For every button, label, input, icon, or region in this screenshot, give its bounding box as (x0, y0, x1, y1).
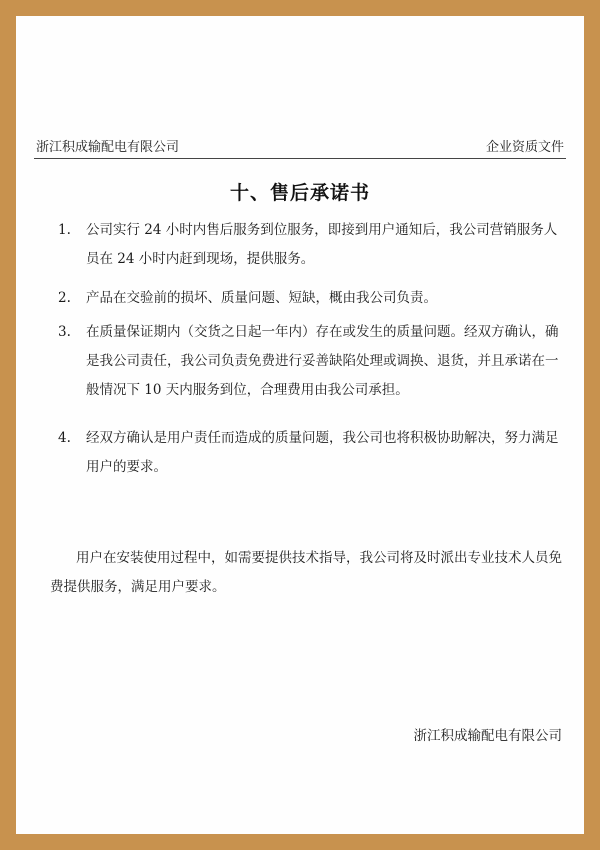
signature-company: 浙江积成输配电有限公司 (413, 728, 562, 744)
list-item-text: 公司实行 24 小时内售后服务到位服务，即接到用户通知后，我公司营销服务人员在 24 小时内赶到现场，提供服务。 (86, 222, 558, 267)
list-item (50, 424, 570, 482)
list-item-number: 4. (58, 430, 71, 446)
list-item-text: 在质量保证期内（交货之日起一年内）存在或发生的质量问题。经双方确认，确是我公司责任，我公司负责免费进行妥善缺陷处理或调换、退货，并且承诺在一般情况下 10 天内服务到位，合理费用由我公司承担。 (86, 324, 559, 398)
list-item-number: 2. (58, 290, 71, 306)
list-item (50, 284, 570, 313)
closing-paragraph: 用户在安装使用过程中，如需要提供技术指导，我公司将及时派出专业技术人员免费提供服务，满足用户要求。 (50, 550, 562, 595)
page-header (34, 134, 566, 159)
header-doc-type: 企业资质文件 (485, 140, 564, 155)
document-page (16, 16, 584, 834)
list-item (50, 216, 570, 274)
page-title: 十、售后承诺书 (229, 182, 370, 204)
list-item-number: 1. (58, 222, 71, 238)
header-company: 浙江积成输配电有限公司 (36, 140, 180, 155)
list-item (50, 318, 570, 405)
list-item-number: 3. (58, 324, 71, 340)
list-item-text: 产品在交验前的损坏、质量问题、短缺，概由我公司负责。 (86, 290, 437, 306)
list-item-text: 经双方确认是用户责任而造成的质量问题，我公司也将积极协助解决，努力满足用户的要求。 (86, 430, 559, 475)
